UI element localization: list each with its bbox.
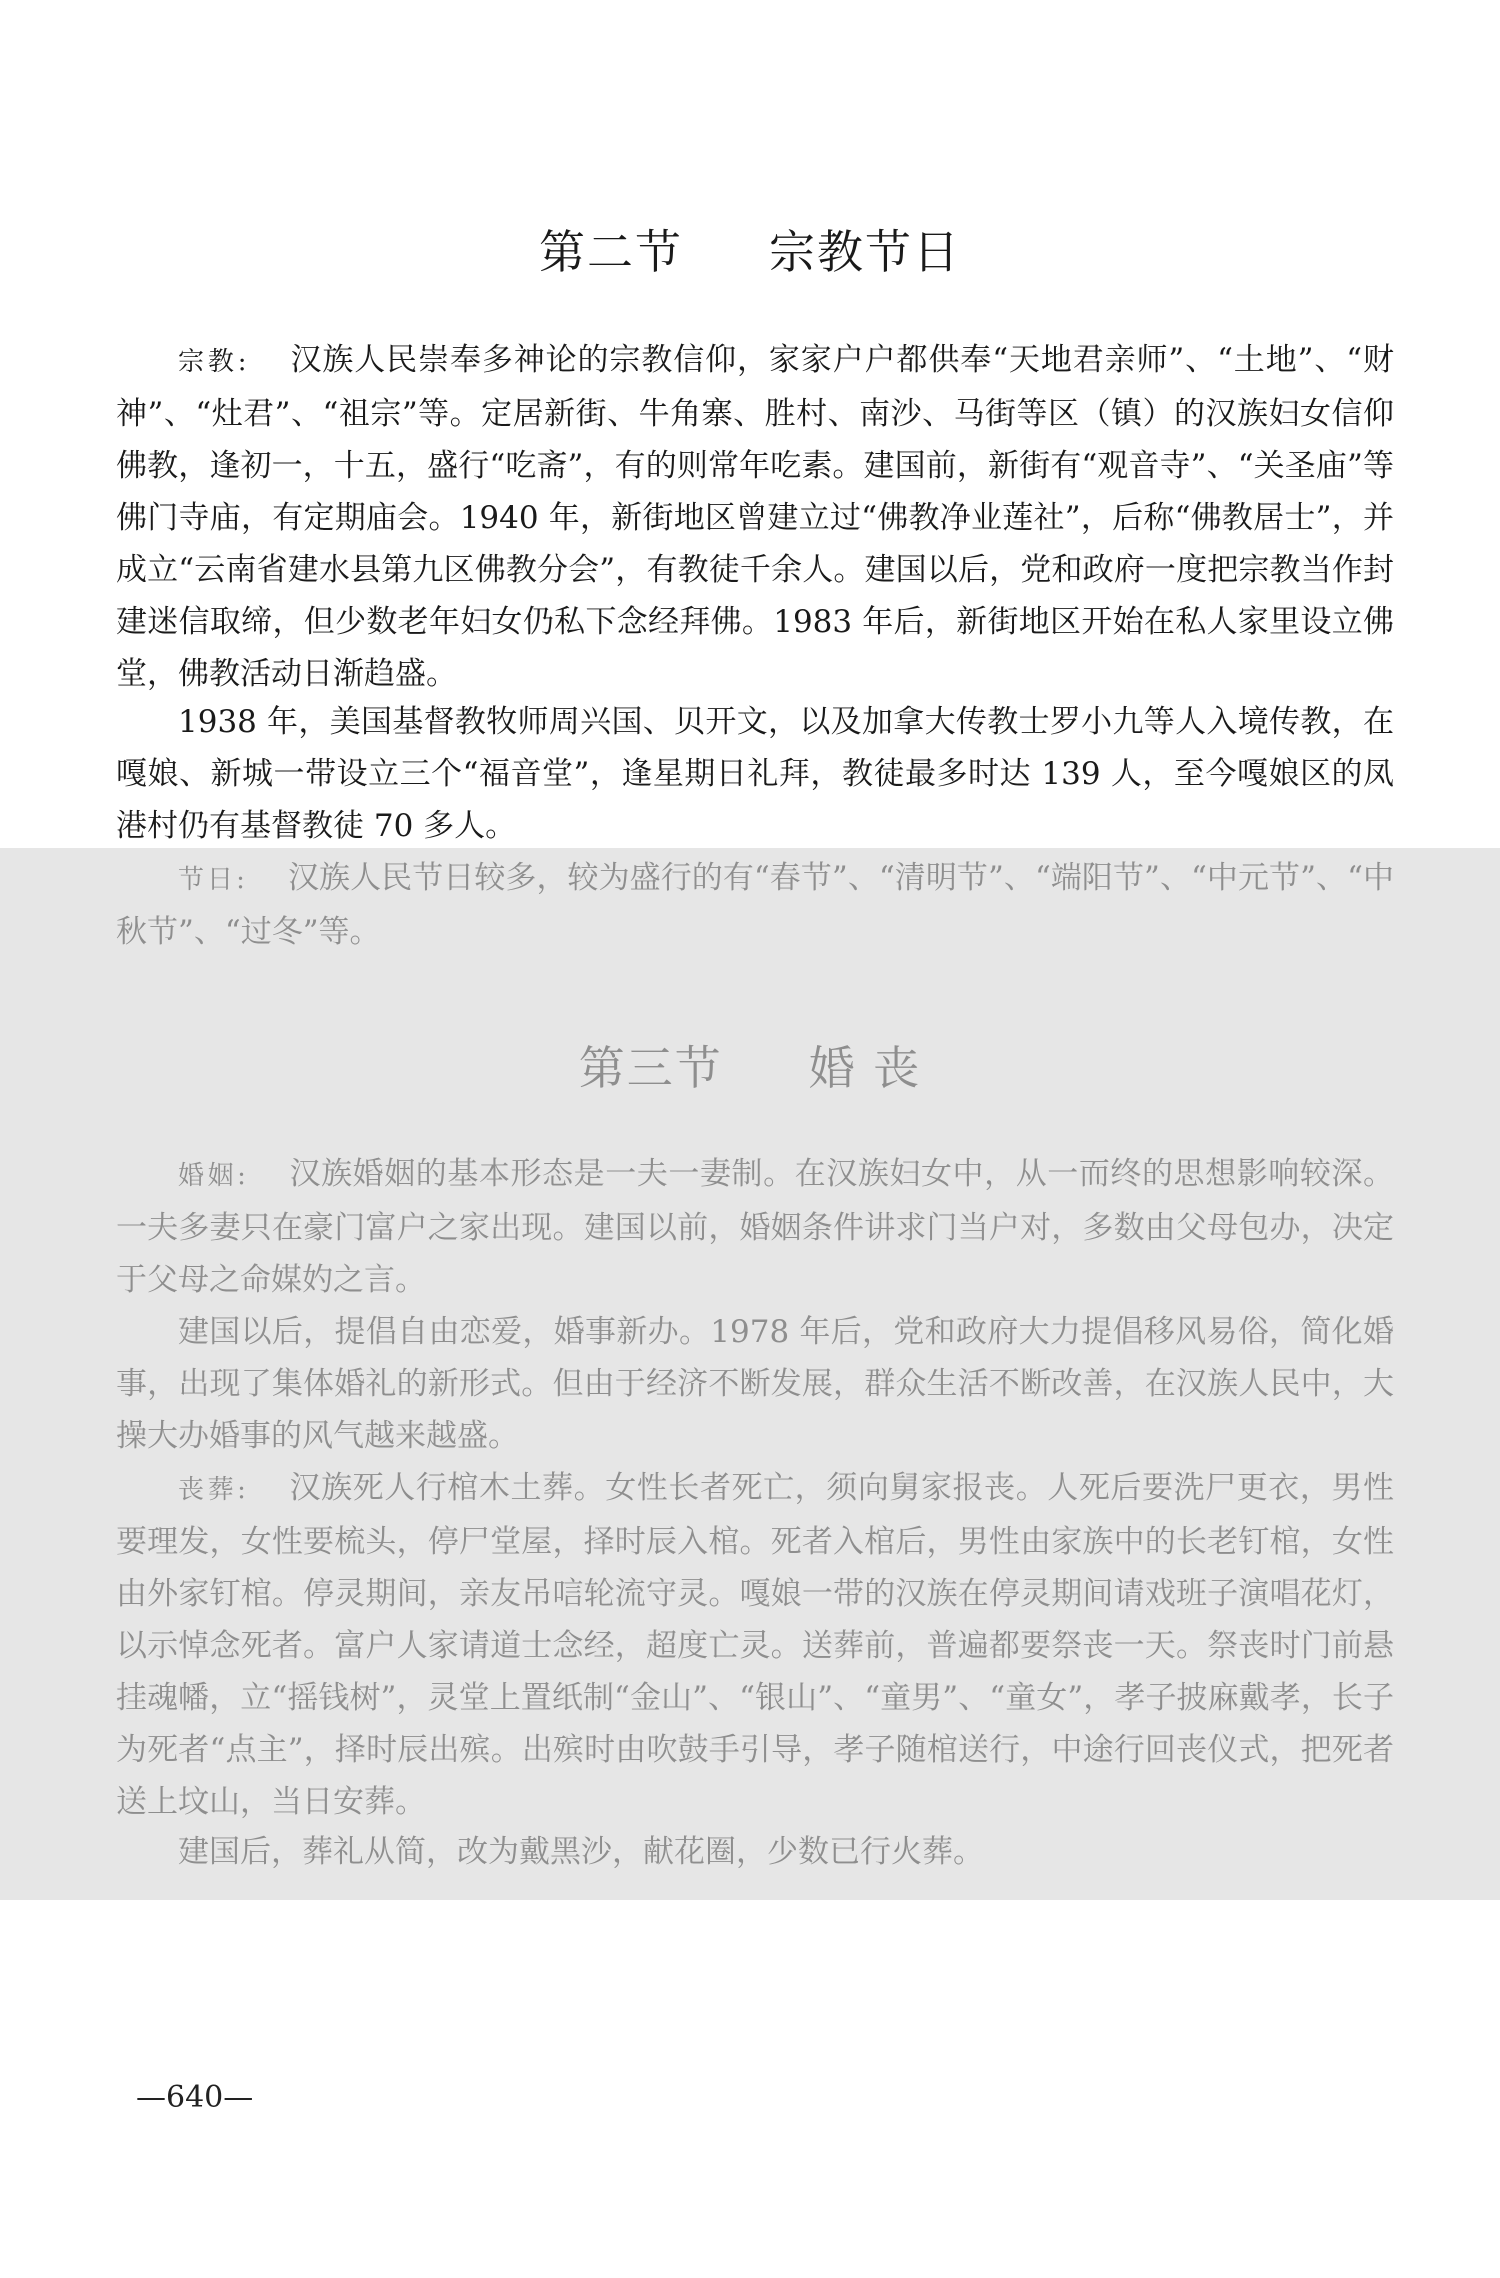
paragraph-marriage-2: 建国以后，提倡自由恋爱，婚事新办。1978 年后，党和政府大力提倡移风易俗，简化婚事，出现了集体婚礼的新形式。但由于经济不断发展，群众生活不断改善，在汉族人民中，大操大办婚事的风气越来越盛。	[116, 1314, 1394, 1454]
funeral-label: 丧葬:	[178, 1475, 249, 1505]
paragraph-religion-2: 1938 年，美国基督教牧师周兴国、贝开文，以及加拿大传教士罗小九等人入境传教，在嘎娘、新城一带设立三个“福音堂”，逢星期日礼拜，教徒最多时达 139 人，至今嘎娘区的凤港村仍有基督教徒 70 多人。	[116, 704, 1394, 844]
marriage-label: 婚姻:	[178, 1161, 249, 1191]
paragraph-festivals	[116, 852, 1394, 958]
section-title-marriage-funeral	[0, 1040, 1500, 1096]
section-name: 婚 丧	[808, 1041, 922, 1095]
section-title-religion-festivals	[0, 224, 1500, 280]
section-number: 第二节	[539, 225, 683, 279]
festival-label: 节日:	[178, 865, 248, 895]
funeral-text-1: 汉族死人行棺木土葬。女性长者死亡，须向舅家报丧。人死后要洗尸更衣，男性要理发，女性要梳头，停尸堂屋，择时辰入棺。死者入棺后，男性由家族中的长老钉棺，女性由外家钉棺。停灵期间，亲友吊唁轮流守灵。嘎娘一带的汉族在停灵期间请戏班子演唱花灯，以示悼念死者。富户人家请道士念经，超度亡灵。送葬前，普遍都要祭丧一天。祭丧时门前悬挂魂幡，立“摇钱树”，灵堂上置纸制“金山”、“银山”、“童男”、“童女”，孝子披麻戴孝，长子为死者“点主”，择时辰出殡。出殡时由吹鼓手引导，孝子随棺送行，中途行回丧仪式，把死者送上坟山，当日安葬。	[116, 1470, 1395, 1820]
paragraph-funeral-2: 建国后，葬礼从简，改为戴黑沙，献花圈，少数已行火葬。	[178, 1834, 984, 1870]
paragraph-marriage-1	[116, 1148, 1394, 1306]
paragraph-funeral-1	[116, 1462, 1394, 1828]
marriage-text-1: 汉族婚姻的基本形态是一夫一妻制。在汉族妇女中，从一而终的思想影响较深。一夫多妻只在豪门富户之家出现。建国以前，婚姻条件讲求门当户对，多数由父母包办，决定于父母之命媒妁之言。	[116, 1156, 1395, 1298]
section-number: 第三节	[578, 1041, 723, 1095]
page-number: —640—	[136, 2080, 254, 2115]
religion-label: 宗教:	[178, 347, 250, 377]
religion-text-1: 汉族人民崇奉多神论的宗教信仰，家家户户都供奉“天地君亲师”、“土地”、“财神”、“灶君”、“祖宗”等。定居新街、牛角寨、胜村、南沙、马街等区（镇）的汉族妇女信仰佛教，逢初一，十五，盛行“吃斋”，有的则常年吃素。建国前，新街有“观音寺”、“关圣庙”等佛门寺庙，有定期庙会。1940 年，新街地区曾建立过“佛教净业莲社”，后称“佛教居士”，并成立“云南省建水县第九区佛教分会”，有教徒千余人。建国以后，党和政府一度把宗教当作封建迷信取缔，但少数老年妇女仍私下念经拜佛。1983 年后，新街地区开始在私人家里设立佛堂，佛教活动日渐趋盛。	[116, 342, 1394, 692]
paragraph-religion-1	[116, 334, 1394, 700]
section-name: 宗教节日	[769, 225, 961, 279]
festival-text: 汉族人民节日较多，较为盛行的有“春节”、“清明节”、“端阳节”、“中元节”、“中秋节”、“过冬”等。	[116, 860, 1394, 950]
